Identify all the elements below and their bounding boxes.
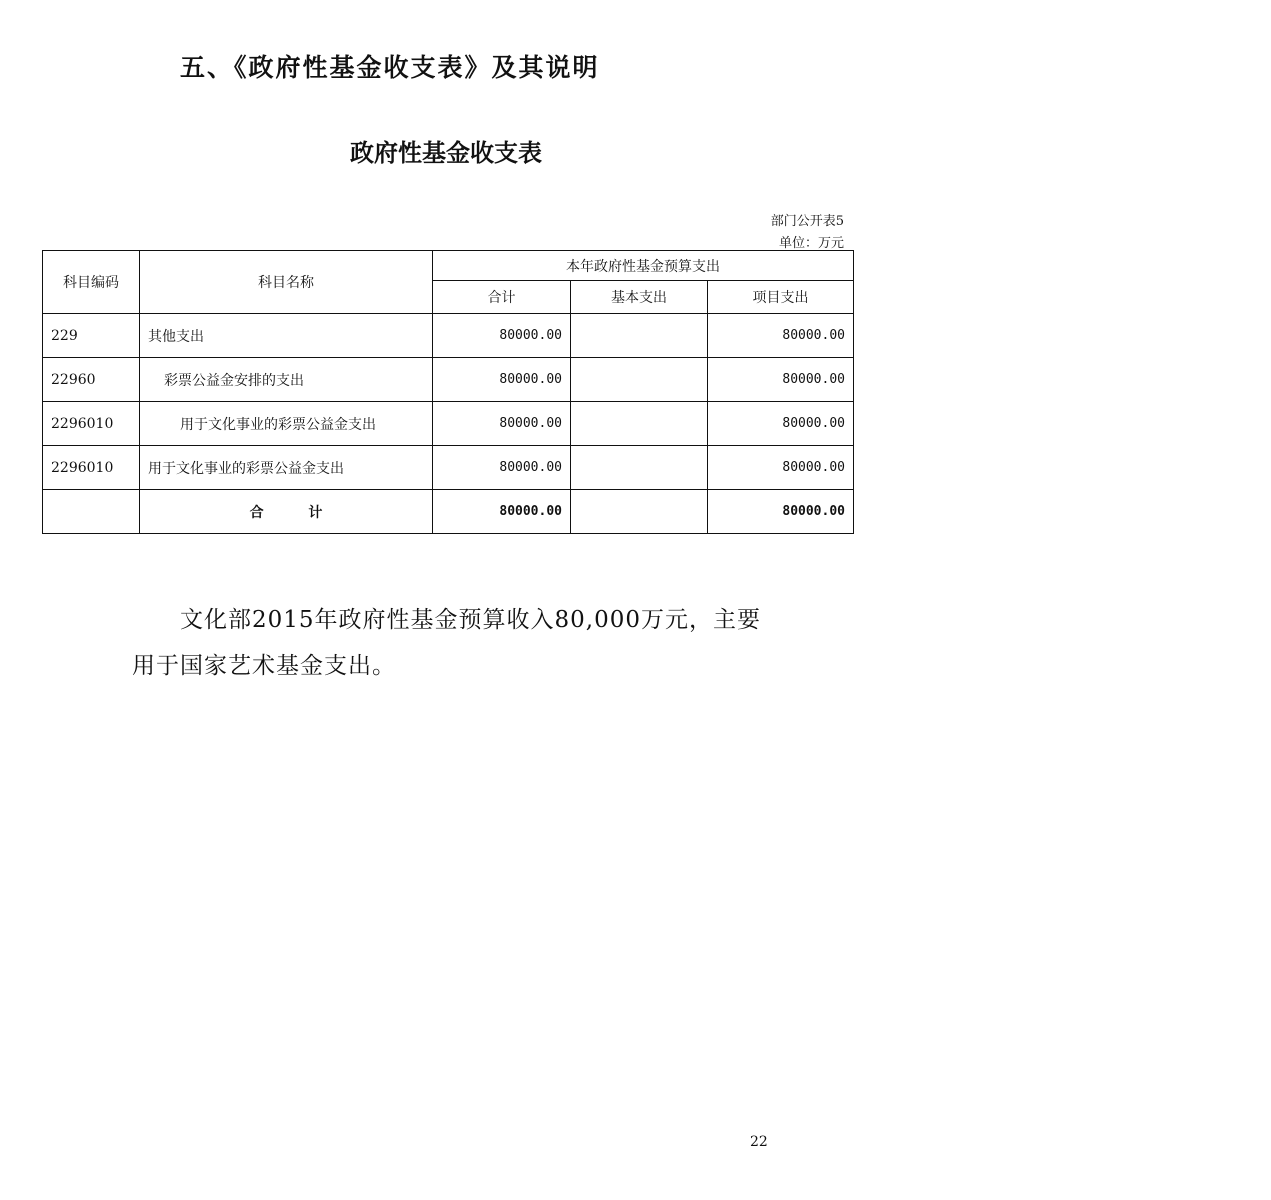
cell-total: 80000.00 bbox=[433, 314, 571, 358]
cell-project: 80000.00 bbox=[708, 446, 854, 490]
cell-code-empty bbox=[43, 490, 140, 534]
fund-budget-table bbox=[42, 250, 854, 534]
table-row bbox=[43, 314, 854, 358]
cell-project: 80000.00 bbox=[708, 358, 854, 402]
header-group: 本年政府性基金预算支出 bbox=[433, 251, 854, 281]
cell-code: 229 bbox=[43, 314, 140, 358]
cell-basic bbox=[571, 358, 708, 402]
cell-basic bbox=[571, 314, 708, 358]
cell-total: 80000.00 bbox=[433, 358, 571, 402]
section-heading: 五、《政府性基金收支表》及其说明 bbox=[180, 53, 600, 82]
cell-code: 2296010 bbox=[43, 402, 140, 446]
cell-name: 用于文化事业的彩票公益金支出 bbox=[140, 402, 433, 446]
cell-basic bbox=[571, 490, 708, 534]
table-row bbox=[43, 402, 854, 446]
cell-code: 22960 bbox=[43, 358, 140, 402]
table-total-row bbox=[43, 490, 854, 534]
header-basic: 基本支出 bbox=[571, 281, 708, 314]
cell-project: 80000.00 bbox=[708, 402, 854, 446]
table-row bbox=[43, 358, 854, 402]
table-row bbox=[43, 446, 854, 490]
cell-name: 彩票公益金安排的支出 bbox=[140, 358, 433, 402]
table-id-label: 部门公开表5 bbox=[770, 214, 844, 229]
explanation-paragraph: 文化部2015年政府性基金预算收入80,000万元，主要用于国家艺术基金支出。 bbox=[132, 607, 762, 679]
header-project: 项目支出 bbox=[708, 281, 854, 314]
header-code: 科目编码 bbox=[43, 251, 140, 314]
cell-total: 80000.00 bbox=[433, 490, 571, 534]
cell-project: 80000.00 bbox=[708, 490, 854, 534]
page-number: 22 bbox=[750, 1134, 768, 1150]
cell-name: 其他支出 bbox=[140, 314, 433, 358]
cell-code: 2296010 bbox=[43, 446, 140, 490]
cell-total: 80000.00 bbox=[433, 402, 571, 446]
cell-project: 80000.00 bbox=[708, 314, 854, 358]
cell-name: 用于文化事业的彩票公益金支出 bbox=[140, 446, 433, 490]
table-header-row bbox=[43, 251, 854, 281]
cell-basic bbox=[571, 402, 708, 446]
cell-total: 80000.00 bbox=[433, 446, 571, 490]
header-name: 科目名称 bbox=[140, 251, 433, 314]
unit-label: 单位：万元 bbox=[778, 236, 844, 251]
header-total: 合计 bbox=[433, 281, 571, 314]
cell-total-label: 合 计 bbox=[140, 490, 433, 534]
table-title: 政府性基金收支表 bbox=[350, 139, 542, 167]
cell-basic bbox=[571, 446, 708, 490]
